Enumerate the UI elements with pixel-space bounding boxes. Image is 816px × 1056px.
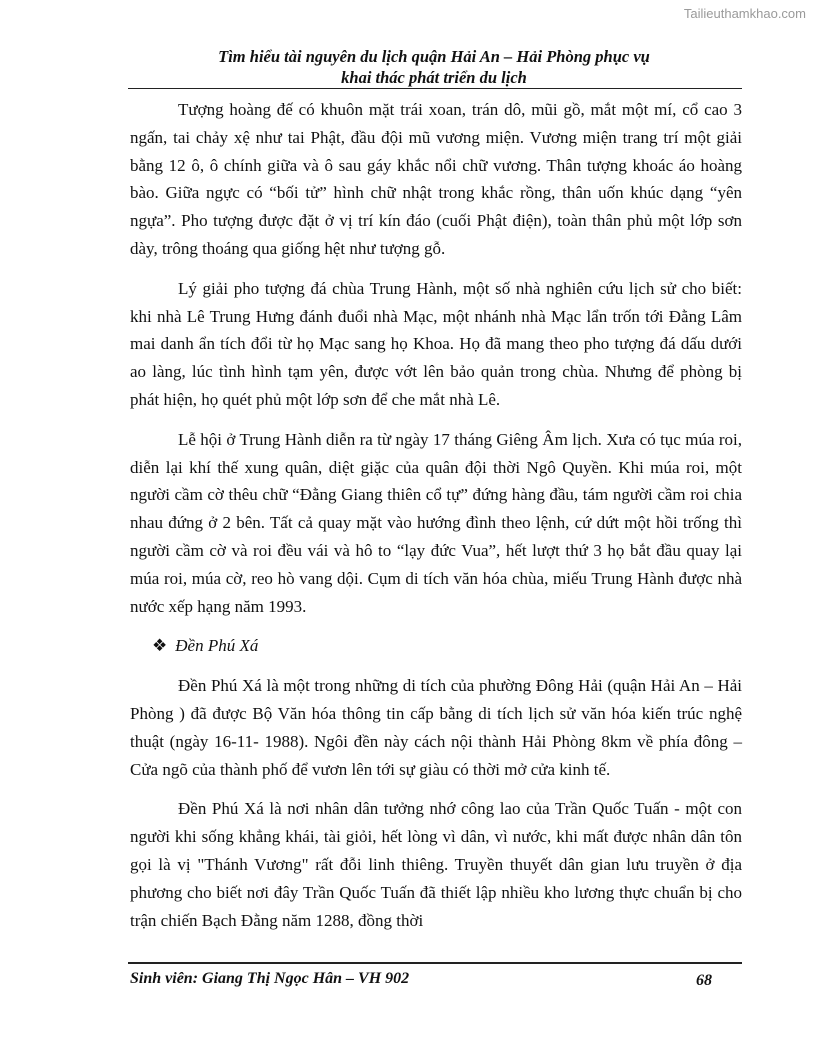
diamond-bullet-icon: ❖ xyxy=(152,636,168,656)
watermark: Tailieuthamkhao.com xyxy=(683,6,806,21)
section-heading xyxy=(130,632,742,660)
page-header xyxy=(128,46,740,88)
header-divider xyxy=(128,88,742,89)
paragraph-statue-description: Tượng hoàng đế có khuôn mặt trái xoan, trán dô, mũi gồ, mắt một mí, cổ cao 3 ngấn, tai chảy xệ như tai Phật, đầu đội mũ vương miện. Vương miện trang trí một giải bằng 12 ô, ô chính giữa và ô sau gáy khắc nổi chữ vương. Thân tượng khoác áo hoàng bào. Giữa ngực có “bối tử” hình chữ nhật trong khắc rồng, thân uốn khúc dạng “yên ngựa”. Pho tượng được đặt ở vị trí kín đáo (cuối Phật điện), toàn thân phủ một lớp sơn dày, trông thoáng qua giống hệt như tượng gỗ. xyxy=(130,100,742,258)
paragraph-temple-history: Đền Phú Xá là nơi nhân dân tưởng nhớ công lao của Trần Quốc Tuấn - một con người khi sống khẳng khái, tài giỏi, hết lòng vì dân, vì nước, khi mất được nhân dân tôn gọi là vị "Thánh Vương" rất đỗi linh thiêng. Truyền thuyết dân gian lưu truyền ở địa phương cho biết nơi đây Trần Quốc Tuấn đã thiết lập nhiều kho lương thực chuẩn bị cho trận chiến Bạch Đằng năm 1288, đồng thời xyxy=(130,799,742,930)
header-title-line-1: Tìm hiểu tài nguyên du lịch quận Hải An – Hải Phòng phục vụ xyxy=(218,47,650,66)
header-title-line-2: khai thác phát triển du lịch xyxy=(341,68,527,87)
section-title: Đền Phú Xá xyxy=(175,636,259,656)
paragraph-festival: Lễ hội ở Trung Hành diễn ra từ ngày 17 tháng Giêng Âm lịch. Xưa có tục múa roi, diễn lại khí thế xung quân, diệt giặc của quân đội thời Ngô Quyền. Khi múa roi, một người cầm cờ thêu chữ “Đằng Giang thiên cổ tự” đứng hàng đầu, tám người cầm roi chia nhau đứng ở 2 bên. Tất cả quay mặt vào hướng đình theo lệnh, cứ dứt một hồi trống thì người cầm cờ và roi đều vái và hô to “lạy đức Vua”, hết lượt thứ 3 họ bắt đầu quay lại múa roi, múa cờ, reo hò vang dội. Cụm di tích văn hóa chùa, miếu Trung Hành được nhà nước xếp hạng năm 1993. xyxy=(130,429,742,616)
footer-divider xyxy=(128,962,742,964)
paragraph-statue-history: Lý giải pho tượng đá chùa Trung Hành, một số nhà nghiên cứu lịch sử cho biết: khi nhà Lê Trung Hưng đánh đuổi nhà Mạc, một nhánh nhà Mạc lẩn trốn tới Đằng Lâm mai danh ẩn tích đổi từ họ Mạc sang họ Khoa. Họ đã mang theo pho tượng đá dấu dưới ao làng, lúc tình hình tạm yên, được vớt lên bảo quản trong chùa. Nhưng để phòng bị phát hiện, họ quét phủ một lớp sơn để che mắt nhà Lê. xyxy=(130,278,742,409)
document-body xyxy=(130,96,742,946)
page-number: 68 xyxy=(696,972,712,989)
footer-student: Sinh viên: Giang Thị Ngọc Hân – VH 902 xyxy=(130,970,410,987)
paragraph-temple-intro: Đền Phú Xá là một trong những di tích của phường Đông Hải (quận Hải An – Hải Phòng ) đã được Bộ Văn hóa thông tin cấp bằng di tích lịch sử văn hóa kiến trúc nghệ thuật (ngày 16-11- 1988). Ngôi đền này cách nội thành Hải Phòng 8km về phía đông – Cửa ngõ của thành phố để vươn lên tới sự giàu có thời mở cửa kinh tế. xyxy=(130,676,742,779)
